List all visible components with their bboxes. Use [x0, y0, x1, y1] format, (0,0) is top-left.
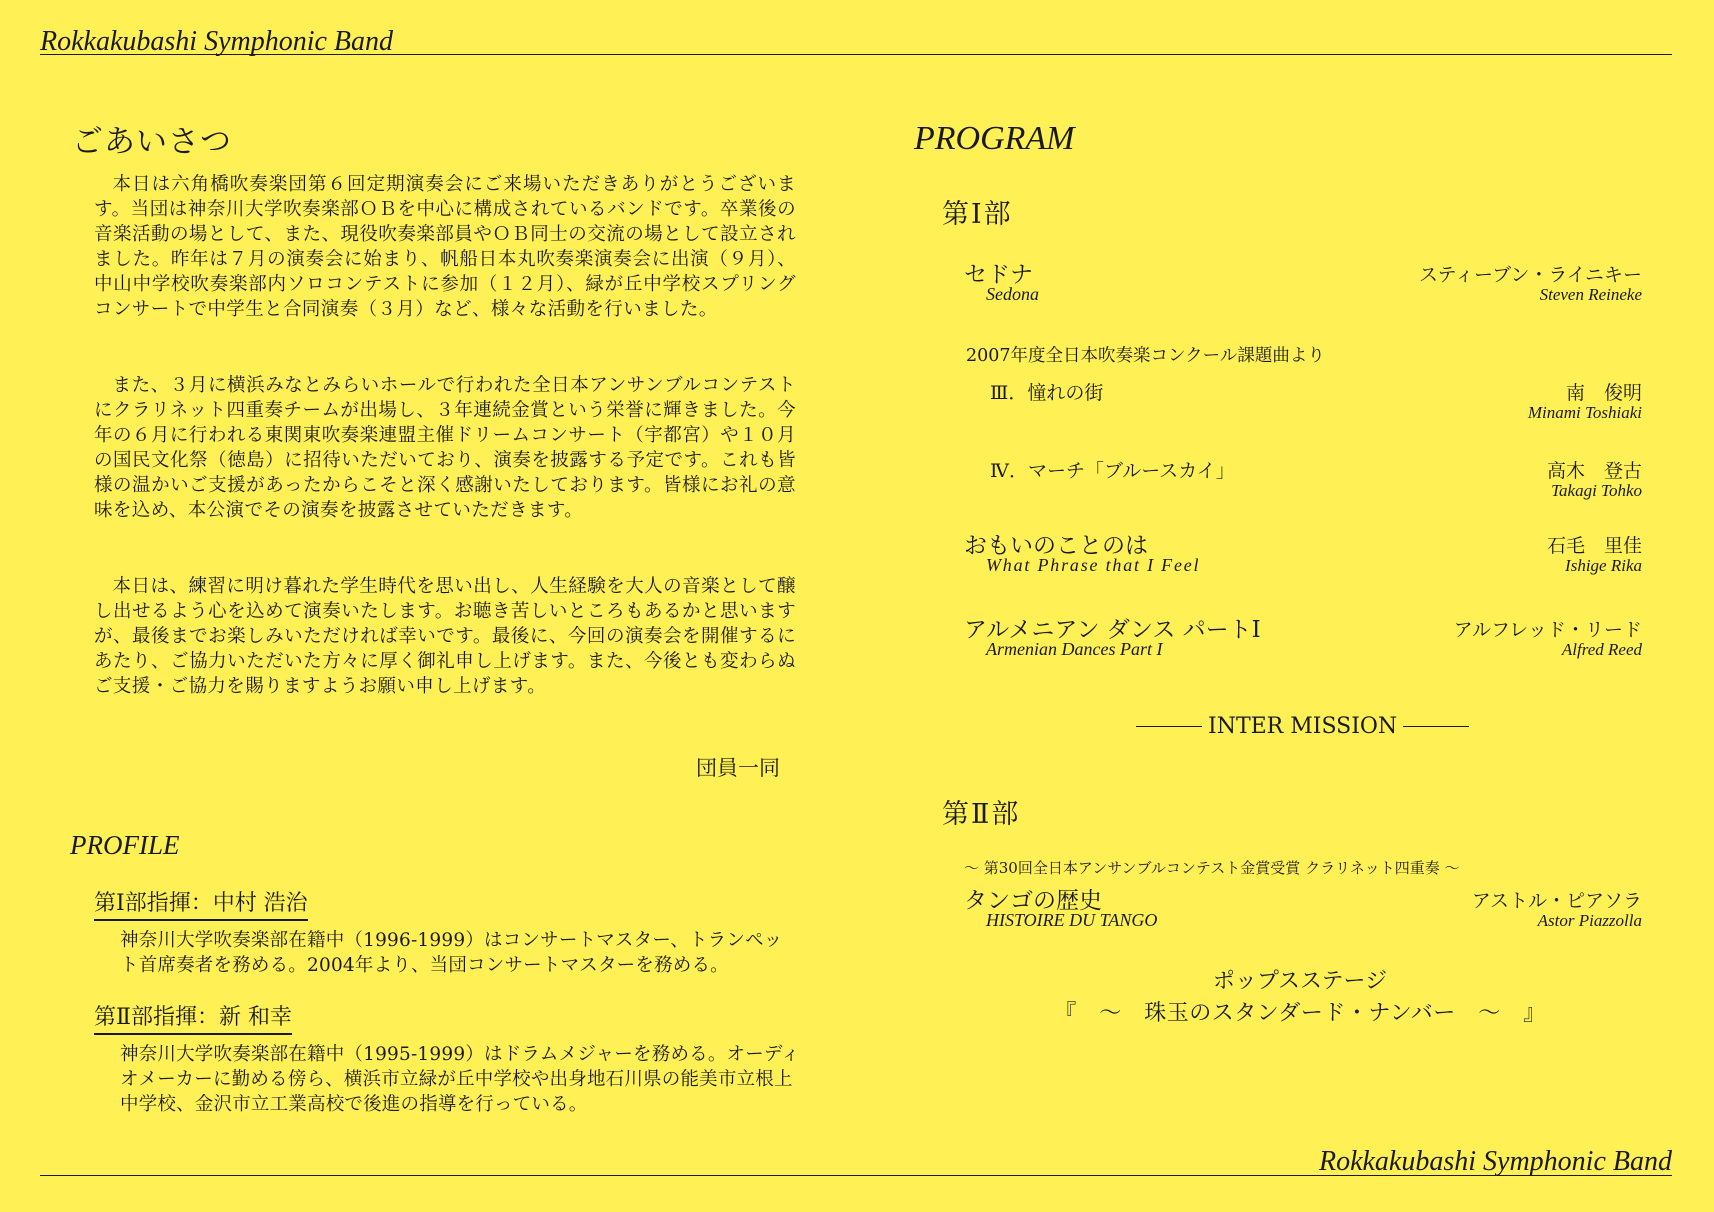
- composer-en: Alfred Reed: [1561, 640, 1642, 659]
- profile-title: PROFILE: [70, 830, 180, 860]
- piece-title-en: HISTOIRE DU TANGO: [986, 910, 1158, 930]
- composer-en: Astor Piazzolla: [1537, 911, 1642, 930]
- intermission-label: INTER MISSION: [1208, 714, 1398, 739]
- composer-jp: アルフレッド・リード: [1453, 619, 1642, 641]
- footer-title: Rokkakubashi Symphonic Band: [1318, 1146, 1672, 1177]
- program-item-tango: [964, 882, 1642, 928]
- piece-title-jp: Ⅲ．憧れの街: [990, 382, 1104, 404]
- part-1-heading: 第Ⅰ部: [942, 199, 1013, 230]
- greeting-paragraph-2: また、３月に横浜みなとみらいホールで行われた全日本アンサンブルコンテストにクラリネット四重奏チームが出場し、３年連続金賞という栄誉に輝きました。今年の６月に行われる東関東吹奏楽連盟主催ドリームコンサート（宇都宮）や１０月の国民文化祭（徳島）に招待いただいており、演奏を披露する予定です。これも皆様の温かいご支援があったからこそと深く感謝いたしております。皆様にお礼の意味を込め、本公演でその演奏を披露させていただきます。: [94, 375, 796, 521]
- greeting-paragraph-1: 本日は六角橋吹奏楽団第６回定期演奏会にご来場いただきありがとうございます。当団は神奈川大学吹奏楽部ＯＢを中心に構成されているバンドです。卒業後の音楽活動の場として、また、現役吹奏楽部員やＯＢ同士の交流の場として設立されました。昨年は７月の演奏会に始まり、帆船日本丸吹奏楽演奏会に出演（９月）、中山中学校吹奏楽部内ソロコンテストに参加（１２月）、緑が丘中学校スプリングコンサートで中学生と合同演奏（３月）など、様々な活動を行いました。: [94, 174, 796, 320]
- dash-right: [1403, 726, 1469, 727]
- pops-stage-title: ポップスステージ: [1212, 969, 1388, 994]
- program-title: PROGRAM: [914, 120, 1075, 157]
- piece-title-jp: セドナ: [964, 262, 1033, 288]
- piece-title-en: Armenian Dances Part I: [986, 639, 1163, 659]
- piece-title-jp: Ⅳ．マーチ「ブルースカイ」: [990, 460, 1235, 482]
- piece-title-en: Sedona: [986, 284, 1039, 304]
- composer-jp: スティーブン・ライニキー: [1418, 264, 1642, 286]
- program-item-omoi: [964, 527, 1642, 573]
- program-item-sedona: [964, 256, 1642, 302]
- piece-title-jp: おもいのことのは: [964, 533, 1148, 559]
- conductor-1-heading: 第Ⅰ部指揮：中村 浩治: [94, 886, 308, 921]
- program-item-armenian-dances: [964, 611, 1642, 657]
- composer-en: Steven Reineke: [1539, 285, 1642, 304]
- header-title: Rokkakubashi Symphonic Band: [40, 26, 394, 57]
- test-piece-note: 2007年度全日本吹奏楽コンクール課題曲より: [966, 346, 1325, 366]
- composer-en: Ishige Rika: [1565, 556, 1642, 575]
- piece-title-jp: アルメニアン ダンス パートⅠ: [964, 617, 1261, 643]
- pops-stage-subtitle: 『 ～ 珠玉のスタンダード・ナンバー ～ 』: [1054, 1001, 1546, 1026]
- composer-jp: 高木 登古: [1546, 460, 1642, 482]
- part-2-heading: 第Ⅱ部: [942, 799, 1021, 830]
- footer-rule: [40, 1175, 1672, 1176]
- intermission-divider: [1136, 714, 1469, 739]
- greeting-signature: 団員一同: [696, 756, 780, 780]
- piece-title-en: What Phrase that I Feel: [986, 555, 1201, 575]
- composer-en: Minami Toshiaki: [1527, 403, 1642, 422]
- piece-title-jp: タンゴの歴史: [964, 888, 1102, 914]
- header-rule: [40, 54, 1672, 55]
- conductor-2-heading: 第Ⅱ部指揮：新 和幸: [94, 1000, 292, 1035]
- greeting-title: ごあいさつ: [72, 124, 232, 160]
- ensemble-note: ～ 第30回全日本アンサンブルコンテスト金賞受賞 クラリネット四重奏 ～: [964, 859, 1460, 877]
- program-item-march-4: [964, 452, 1642, 498]
- composer-jp: アストル・ピアソラ: [1471, 890, 1642, 912]
- greeting-paragraph-3: 本日は、練習に明け暮れた学生時代を思い出し、人生経験を大人の音楽として醸し出せるよう心を込めて演奏いたします。お聴き苦しいところもあるかと思いますが、最後までお楽しみいただければ幸いです。最後に、今回の演奏会を開催するにあたり、ご協力いただいた方々に厚く御礼申し上げます。また、今後とも変わらぬご支援・ご協力を賜りますようお願い申し上げます。: [94, 576, 796, 697]
- conductor-2-bio: 神奈川大学吹奏楽部在籍中（1995-1999）はドラムメジャーを務める。オーディオメーカーに勤める傍ら、横浜市立緑が丘中学校や出身地石川県の能美市立根上中学校、金沢市立工業高校で後進の指導を行っている。: [120, 1044, 800, 1115]
- conductor-1-bio: 神奈川大学吹奏楽部在籍中（1996-1999）はコンサートマスター、トランペット首席奏者を務める。2004年より、当団コンサートマスターを務める。: [120, 930, 783, 976]
- composer-en: Takagi Tohko: [1551, 481, 1642, 500]
- dash-left: [1136, 726, 1202, 727]
- program-item-march-3: [964, 374, 1642, 420]
- composer-jp: 石毛 里佳: [1546, 535, 1642, 557]
- composer-jp: 南 俊明: [1565, 382, 1642, 404]
